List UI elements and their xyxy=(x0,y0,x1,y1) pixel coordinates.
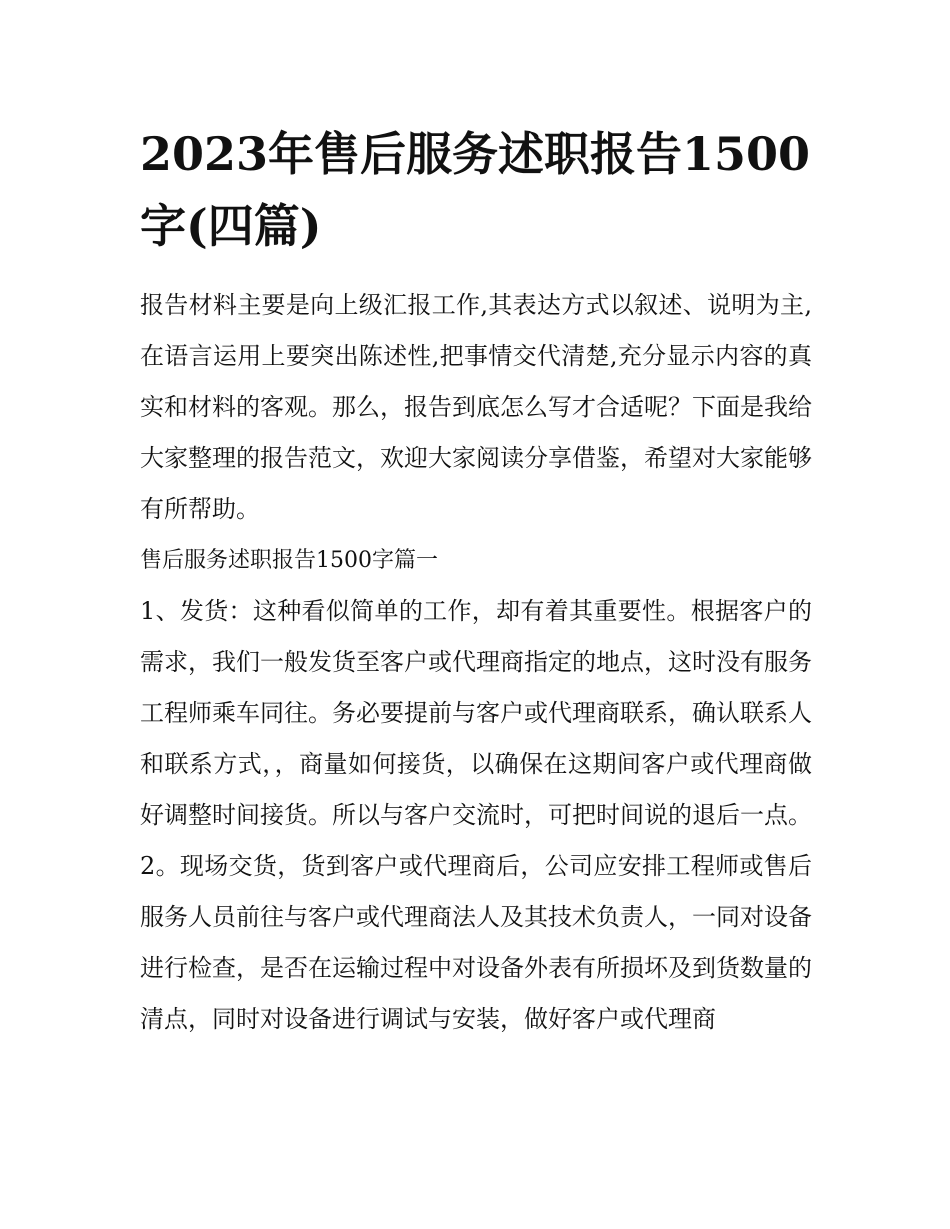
intro-paragraph: 报告材料主要是向上级汇报工作,其表达方式以叙述、说明为主,在语言运用上要突出陈述性,把事情交代清楚,充分显示内容的真实和材料的客观。那么，报告到底怎么写才合适呢？下面是我给大家整理的报告范文，欢迎大家阅读分享借鉴，希望对大家能够有所帮助。 xyxy=(140,291,812,523)
section-heading: 售后服务述职报告1500字篇一 xyxy=(140,548,438,573)
body-paragraph-2: 2。现场交货，货到客户或代理商后，公司应安排工程师或售后服务人员前往与客户或代理商法人及其技术负责人，一同对设备进行检查，是否在运输过程中对设备外表有所损坏及到货数量的清点，同时对设备进行调试与安装，做好客户或代理商 xyxy=(140,852,812,1033)
document-page xyxy=(140,118,812,1045)
body-paragraph-1: 1、发货：这种看似简单的工作，却有着其重要性。根据客户的需求，我们一般发货至客户或代理商指定的地点，这时没有服务工程师乘车同往。务必要提前与客户或代理商联系，确认联系人和联系方式，，商量如何接货，以确保在这期间客户或代理商做好调整时间接货。所以与客户交流时，可把时间说的退后一点。 xyxy=(140,597,812,829)
document-title: 2023年售后服务述职报告1500字(四篇) xyxy=(140,127,811,253)
